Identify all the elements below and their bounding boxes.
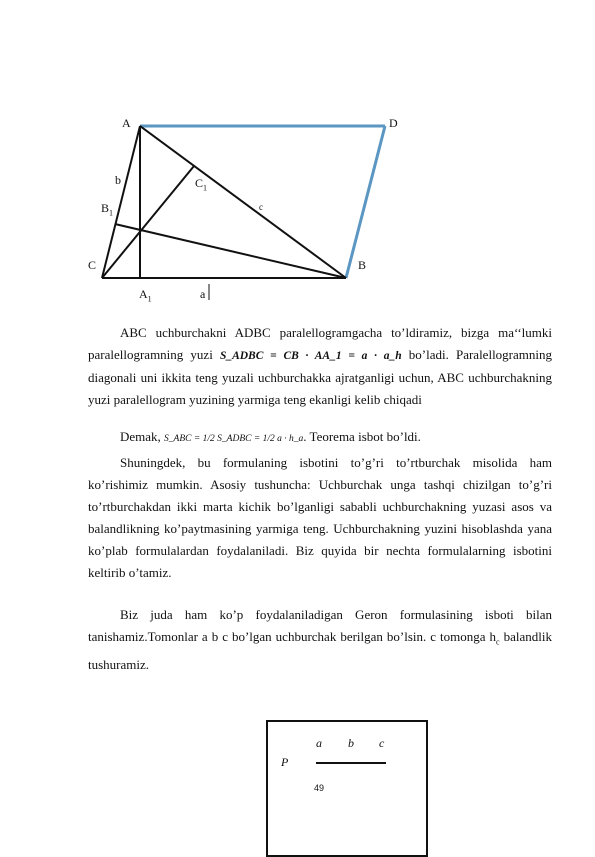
triangle-figure [82, 112, 422, 307]
label-c: c [259, 202, 263, 212]
box-P: P [281, 755, 289, 769]
paragraph-1-text-2: bo’ladi. Paralellogramning diagonali uni ikkita teng yuzali uchburchakka ajratganligi uchun, ABC uchburchakning yuzi paralellogram yuzining yarmiga teng ekanligi kelib chiqadi [88, 347, 553, 407]
label-A1: $A_1$ [139, 287, 152, 304]
label-A: A [122, 116, 131, 130]
paragraph-1 [88, 322, 552, 411]
label-B1: $B_1$ [101, 201, 114, 218]
paragraph-1-text: ABC uchburchakni ADBC paralellogramgacha to’ldiramiz, bizga ma‘‘lumki paralellogramning yuzi [88, 325, 552, 362]
label-C: C [88, 258, 97, 272]
label-C1: $C_1$ [195, 176, 208, 193]
paragraph-4: Biz juda ham ko’p foydalaniladigan Geron formulasining isboti bilan tanishamiz.Tomonlar a b c bo’lgan uchburchak berilgan bo’lsin. c tomonga $h_c$ balandlik tushuramiz. [88, 607, 553, 672]
label-a: a [200, 287, 206, 301]
box-b: b [348, 736, 354, 750]
box-a: a [316, 736, 322, 750]
box-c: c [379, 736, 385, 750]
page-number: 49 [314, 783, 325, 793]
paragraph-2: Demak, S_ABC = 1/2 S_ADBC = 1/2 a · h_a. Teorema isbot bo’ldi. [120, 429, 421, 444]
formula-area-triangle: S_ABC = 1/2 S_ADBC = 1/2 a · h_a [164, 434, 304, 444]
formula-area-parallelogram: S_ADBC = CB · AA_1 = a · a_h [219, 350, 402, 362]
heron-formula-box [266, 720, 428, 857]
label-D: D [389, 116, 398, 130]
paragraph-3: Shuningdek, bu formulaning isbotini to’g’ri to’rtburchak misolida ham ko’rishimiz mumkin. Asosiy tushuncha: Uchburchak unga tashqi chizilgan to’g’ri to’rtburchakdan ikki marta kichik bo’lganligi sababli uchburchakning yuzasi asos va balandlikning ko’paytmasining yarmiga teng. Uchburchakning yuzini hisoblashda yana ko’plab formulalardan foydalaniladi. Biz quyida bir nechta formulalarning isbotini keltirib o’tamiz. [88, 455, 552, 580]
label-B: B [358, 258, 367, 272]
altitude-BB1 [115, 224, 346, 278]
label-b: b [115, 173, 121, 187]
edge-AB [140, 126, 346, 278]
edge-DB [346, 126, 385, 278]
fraction-bar [316, 762, 386, 764]
parallelogram-diagram [82, 112, 422, 307]
